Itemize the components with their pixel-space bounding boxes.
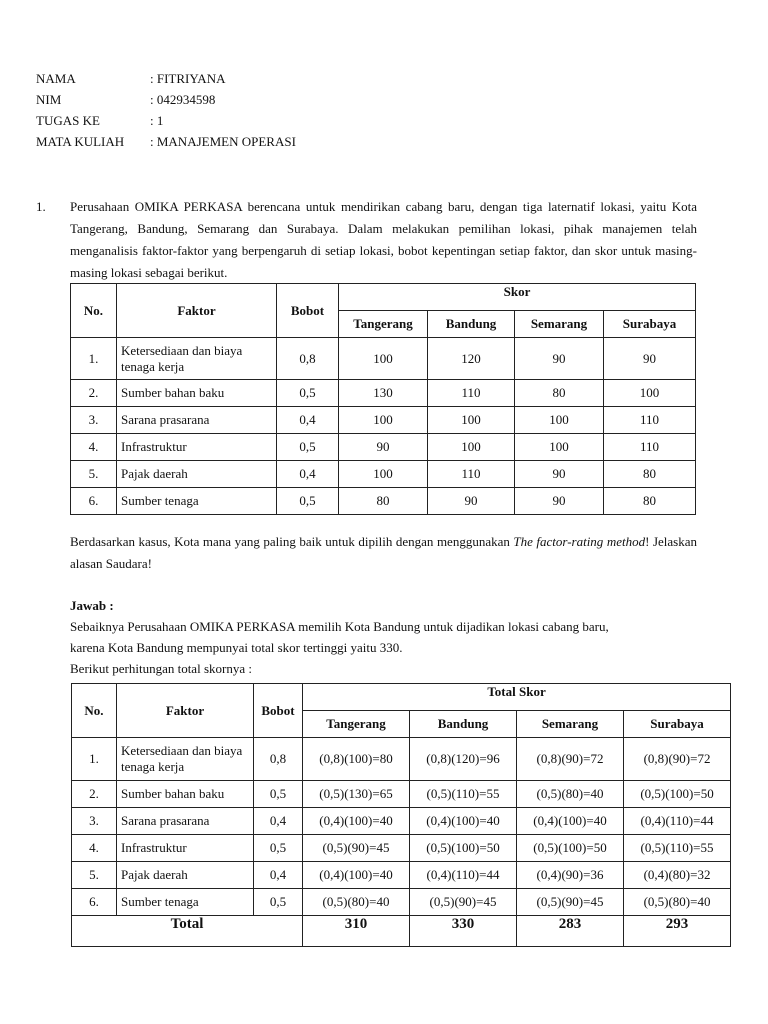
row-calc: (0,4)(110)=44 <box>410 862 517 889</box>
row-bobot: 0,5 <box>277 380 339 407</box>
row-no: 6. <box>71 488 117 515</box>
row-calc: (0,5)(80)=40 <box>517 781 624 808</box>
table2-city: Semarang <box>517 711 624 738</box>
row-no: 4. <box>72 835 117 862</box>
row-calc: (0,5)(90)=45 <box>410 889 517 916</box>
table-row <box>71 407 696 434</box>
row-calc: (0,8)(100)=80 <box>303 738 410 781</box>
row-no: 3. <box>72 808 117 835</box>
table-row <box>71 488 696 515</box>
row-score: 100 <box>339 461 428 488</box>
row-bobot: 0,5 <box>254 889 303 916</box>
table-row <box>72 781 731 808</box>
row-bobot: 0,5 <box>254 835 303 862</box>
row-no: 2. <box>71 380 117 407</box>
row-no: 6. <box>72 889 117 916</box>
answer-line-2: karena Kota Bandung mempunyai total skor tertinggi yaitu 330. <box>70 640 403 655</box>
matkul-value: : MANAJEMEN OPERASI <box>150 134 296 149</box>
row-calc: (0,4)(100)=40 <box>410 808 517 835</box>
row-faktor: Infrastruktur <box>117 835 254 862</box>
table-row <box>71 461 696 488</box>
table1-city: Surabaya <box>604 311 696 338</box>
question-number: 1. <box>36 199 46 214</box>
row-score: 100 <box>604 380 696 407</box>
table1-header-row <box>71 284 696 311</box>
row-score: 100 <box>339 338 428 380</box>
row-faktor: Sumber bahan baku <box>117 781 254 808</box>
row-score: 80 <box>339 488 428 515</box>
row-score: 80 <box>604 488 696 515</box>
row-calc: (0,8)(120)=96 <box>410 738 517 781</box>
row-score: 90 <box>339 434 428 461</box>
row-calc: (0,5)(110)=55 <box>410 781 517 808</box>
row-bobot: 0,8 <box>277 338 339 380</box>
row-bobot: 0,5 <box>254 781 303 808</box>
row-score: 90 <box>515 488 604 515</box>
row-faktor: Sumber tenaga <box>117 889 254 916</box>
table2-city: Tangerang <box>303 711 410 738</box>
total-row <box>72 916 731 947</box>
total-score-table <box>71 683 731 947</box>
row-score: 110 <box>428 380 515 407</box>
prompt-text-b: ! Jelaskan alasan Saudara! <box>70 534 698 571</box>
row-faktor: Pajak daerah <box>117 461 277 488</box>
table2-city: Bandung <box>410 711 517 738</box>
row-calc: (0,4)(100)=40 <box>303 808 410 835</box>
row-calc: (0,4)(110)=44 <box>624 808 731 835</box>
row-faktor: Ketersediaan dan biaya tenaga kerja <box>117 338 277 380</box>
row-score: 80 <box>515 380 604 407</box>
row-calc: (0,5)(90)=45 <box>303 835 410 862</box>
row-calc: (0,5)(110)=55 <box>624 835 731 862</box>
row-no: 2. <box>72 781 117 808</box>
factor-score-table <box>70 283 696 515</box>
total-value: 330 <box>410 916 517 947</box>
nim-label: NIM <box>36 92 62 107</box>
row-bobot: 0,5 <box>277 434 339 461</box>
row-score: 130 <box>339 380 428 407</box>
total-label: Total <box>72 916 303 947</box>
prompt-method-a: The factor-rating <box>513 534 604 549</box>
table1-city: Bandung <box>428 311 515 338</box>
table-row <box>71 434 696 461</box>
matkul-label: MATA KULIAH <box>36 134 125 149</box>
row-score: 90 <box>515 338 604 380</box>
total-value: 293 <box>624 916 731 947</box>
table1-header-no: No. <box>71 284 117 338</box>
row-calc: (0,5)(100)=50 <box>410 835 517 862</box>
table2-header-faktor: Faktor <box>117 684 254 738</box>
row-no: 5. <box>72 862 117 889</box>
answer-line-3: Berikut perhitungan total skornya : <box>70 661 252 676</box>
row-no: 1. <box>71 338 117 380</box>
row-bobot: 0,5 <box>277 488 339 515</box>
total-value: 283 <box>517 916 624 947</box>
prompt-method-b: method <box>606 534 646 549</box>
row-faktor: Pajak daerah <box>117 862 254 889</box>
row-score: 90 <box>604 338 696 380</box>
row-bobot: 0,4 <box>254 862 303 889</box>
table-row <box>72 738 731 781</box>
nama-value: : FITRIYANA <box>150 71 226 86</box>
nim-value: : 042934598 <box>150 92 216 107</box>
row-calc: (0,4)(90)=36 <box>517 862 624 889</box>
table1-header-skor: Skor <box>339 284 696 311</box>
table-row <box>72 862 731 889</box>
table-row <box>72 835 731 862</box>
table2-header-total-skor: Total Skor <box>303 684 731 711</box>
nama-label: NAMA <box>36 71 76 86</box>
row-calc: (0,5)(100)=50 <box>624 781 731 808</box>
table-row <box>71 338 696 380</box>
row-faktor: Ketersediaan dan biaya tenaga kerja <box>117 738 254 781</box>
row-score: 100 <box>428 434 515 461</box>
table2-city: Surabaya <box>624 711 731 738</box>
row-score: 100 <box>428 407 515 434</box>
row-score: 120 <box>428 338 515 380</box>
row-calc: (0,5)(130)=65 <box>303 781 410 808</box>
row-score: 110 <box>428 461 515 488</box>
answer-heading: Jawab : <box>70 598 114 613</box>
row-faktor: Infrastruktur <box>117 434 277 461</box>
row-faktor: Sarana prasarana <box>117 808 254 835</box>
table2-header-bobot: Bobot <box>254 684 303 738</box>
row-score: 80 <box>604 461 696 488</box>
row-faktor: Sumber bahan baku <box>117 380 277 407</box>
row-bobot: 0,8 <box>254 738 303 781</box>
row-calc: (0,5)(90)=45 <box>517 889 624 916</box>
row-calc: (0,5)(100)=50 <box>517 835 624 862</box>
table1-header-faktor: Faktor <box>117 284 277 338</box>
row-no: 3. <box>71 407 117 434</box>
prompt-text-a: Berdasarkan kasus, Kota mana yang paling baik untuk dipilih dengan menggunakan <box>70 534 514 549</box>
row-calc: (0,5)(80)=40 <box>303 889 410 916</box>
row-score: 100 <box>515 434 604 461</box>
row-score: 90 <box>428 488 515 515</box>
row-no: 4. <box>71 434 117 461</box>
row-bobot: 0,4 <box>277 461 339 488</box>
tugas-value: : 1 <box>150 113 164 128</box>
row-score: 90 <box>515 461 604 488</box>
row-no: 1. <box>72 738 117 781</box>
row-calc: (0,4)(80)=32 <box>624 862 731 889</box>
row-calc: (0,8)(90)=72 <box>624 738 731 781</box>
table2-header-no: No. <box>72 684 117 738</box>
question-prompt <box>70 531 697 575</box>
table-row <box>71 380 696 407</box>
row-faktor: Sarana prasarana <box>117 407 277 434</box>
row-calc: (0,4)(100)=40 <box>303 862 410 889</box>
table-row <box>72 808 731 835</box>
total-value: 310 <box>303 916 410 947</box>
table-row <box>72 889 731 916</box>
tugas-label: TUGAS KE <box>36 113 100 128</box>
row-score: 100 <box>339 407 428 434</box>
answer-line-1: Sebaiknya Perusahaan OMIKA PERKASA memilih Kota Bandung untuk dijadikan lokasi cabang baru, <box>70 619 609 634</box>
row-score: 110 <box>604 407 696 434</box>
table1-city: Tangerang <box>339 311 428 338</box>
row-calc: (0,4)(100)=40 <box>517 808 624 835</box>
table1-city: Semarang <box>515 311 604 338</box>
row-score: 110 <box>604 434 696 461</box>
row-calc: (0,8)(90)=72 <box>517 738 624 781</box>
table1-header-bobot: Bobot <box>277 284 339 338</box>
row-calc: (0,5)(80)=40 <box>624 889 731 916</box>
row-no: 5. <box>71 461 117 488</box>
row-score: 100 <box>515 407 604 434</box>
row-faktor: Sumber tenaga <box>117 488 277 515</box>
table2-header-row <box>72 684 731 711</box>
question-text: Perusahaan OMIKA PERKASA berencana untuk mendirikan cabang baru, dengan tiga laternatif lokasi, yaitu Kota Tangerang, Bandung, Semarang dan Surabaya. Dalam melakukan pemilihan lokasi, pihak manajemen telah menganalisis faktor-faktor yang berpengaruh di setiap lokasi, bobot kepentingan setiap faktor, dan skor untuk masing-masing lokasi sebagai berikut. <box>70 199 697 280</box>
row-bobot: 0,4 <box>277 407 339 434</box>
row-bobot: 0,4 <box>254 808 303 835</box>
